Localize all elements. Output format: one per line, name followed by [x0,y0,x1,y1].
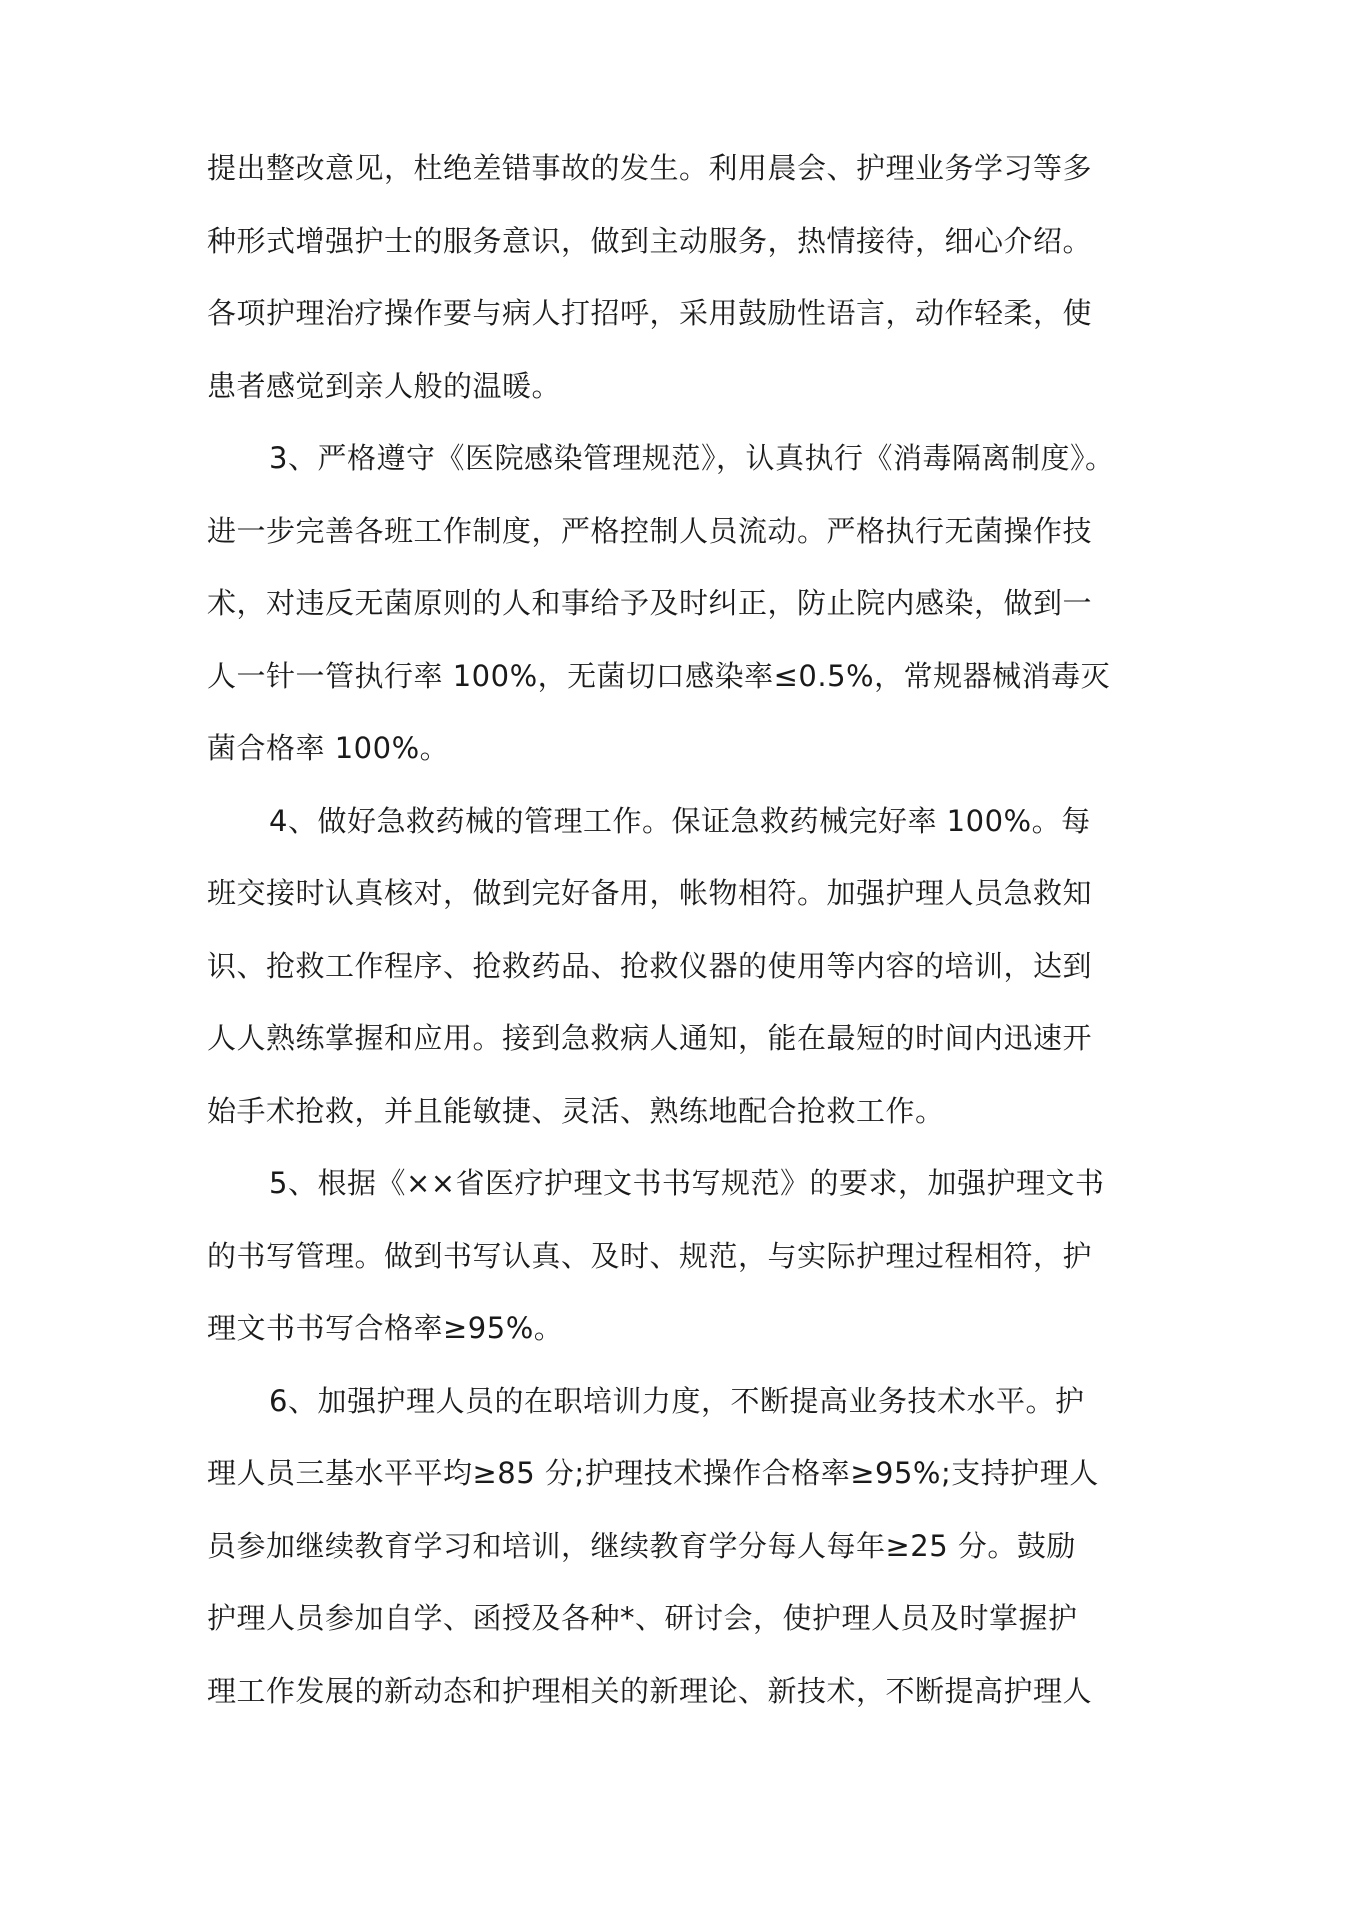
text-line: 种形式增强护士的服务意识，做到主动服务，热情接待，细心介绍。 [207,223,1093,258]
text-line: 进一步完善各班工作制度，严格控制人员流动。严格执行无菌操作技 [207,513,1093,548]
text-line: 理人员三基水平平均≥85 分;护理技术操作合格率≥95%;支持护理人 [207,1456,1099,1490]
paragraph-4-start: 4、做好急救药械的管理工作。保证急救药械完好率 100%。每 [269,803,1091,838]
text-line: 识、抢救工作程序、抢救药品、抢救仪器的使用等内容的培训，达到 [207,948,1093,983]
text-line: 人一针一管执行率 100%，无菌切口感染率≤0.5%，常规器械消毒灭 [207,658,1111,693]
document-body [207,132,1177,1727]
text-line: 的书写管理。做到书写认真、及时、规范，与实际护理过程相符，护 [207,1238,1093,1273]
text-line: 菌合格率 100%。 [207,731,450,765]
text-line: 各项护理治疗操作要与病人打招呼，采用鼓励性语言，动作轻柔，使 [207,296,1093,330]
text-line: 员参加继续教育学习和培训，继续教育学分每人每年≥25 分。鼓励 [207,1528,1076,1563]
text-line: 始手术抢救，并且能敏捷、灵活、熟练地配合抢救工作。 [207,1093,945,1128]
text-line: 理文书书写合格率≥95%。 [207,1311,564,1345]
paragraph-6-start: 6、加强护理人员的在职培训力度，不断提高业务技术水平。护 [269,1383,1085,1418]
paragraph-3-start: 3、严格遵守《医院感染管理规范》，认真执行《消毒隔离制度》。 [269,441,1115,475]
text-line: 术，对违反无菌原则的人和事给予及时纠正，防止院内感染，做到一 [207,586,1093,620]
text-line: 患者感觉到亲人般的温暖。 [207,368,562,403]
paragraph-5-start: 5、根据《××省医疗护理文书书写规范》的要求，加强护理文书 [269,1166,1105,1200]
text-line: 护理人员参加自学、函授及各种*、研讨会，使护理人员及时掌握护 [207,1601,1078,1635]
text-line: 班交接时认真核对，做到完好备用，帐物相符。加强护理人员急救知 [207,876,1093,910]
text-line: 提出整改意见，杜绝差错事故的发生。利用晨会、护理业务学习等多 [207,151,1093,185]
text-line: 人人熟练掌握和应用。接到急救病人通知，能在最短的时间内迅速开 [207,1021,1093,1055]
text-line: 理工作发展的新动态和护理相关的新理论、新技术，不断提高护理人 [207,1673,1093,1708]
